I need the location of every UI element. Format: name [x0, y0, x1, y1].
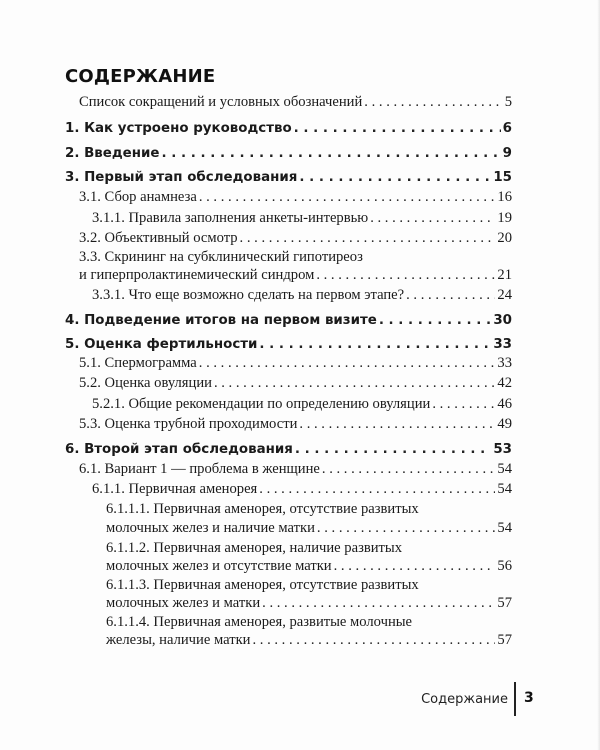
- toc-entry-page: 24: [497, 287, 512, 303]
- toc-entry-page: 49: [497, 416, 512, 432]
- dot-leader: [299, 168, 491, 187]
- dot-leader: [317, 519, 495, 538]
- toc-entry-page: 54: [497, 520, 512, 536]
- toc-entry-title: 5. Оценка фертильности: [65, 337, 258, 352]
- dot-leader: [370, 209, 495, 228]
- toc-entry[interactable]: [106, 631, 512, 650]
- toc-entry-title: 3. Первый этап обследования: [65, 170, 298, 185]
- toc-entry-title-line1: 3.3. Скрининг на субклинический гипотиреоз: [79, 249, 363, 265]
- toc-entry[interactable]: [106, 519, 512, 538]
- toc-entry[interactable]: [79, 460, 512, 479]
- dot-leader: [262, 594, 495, 613]
- toc-entry-page: 9: [502, 146, 512, 161]
- toc-entry[interactable]: [79, 415, 512, 434]
- page-number: 3: [524, 690, 534, 706]
- dot-leader: [294, 119, 501, 138]
- toc-entry[interactable]: [65, 119, 512, 138]
- dot-leader: [199, 354, 496, 373]
- toc-entry[interactable]: [92, 209, 512, 228]
- toc-entry[interactable]: [79, 354, 512, 373]
- toc-entry[interactable]: [92, 480, 512, 499]
- toc-entry[interactable]: [79, 266, 512, 285]
- toc-entry-title: 5.2.1. Общие рекомендации по определению овуляции: [92, 396, 431, 412]
- toc-entry[interactable]: [65, 440, 512, 459]
- toc-entry-page: 15: [493, 170, 512, 185]
- toc-entry-title: 1. Как устроено руководство: [65, 121, 292, 136]
- toc-entry-page: 53: [493, 442, 512, 457]
- toc-entry-page: 19: [497, 210, 512, 226]
- toc-entry-title: молочных желез и наличие матки: [106, 520, 315, 536]
- toc-entry-page: 56: [497, 558, 512, 574]
- toc-entry-title: 3.3.1. Что еще возможно сделать на первом этапе?: [92, 287, 405, 303]
- toc-entry-page: 5: [504, 94, 512, 110]
- toc-entry-page: 30: [493, 313, 512, 328]
- toc-entry[interactable]: [92, 395, 512, 414]
- toc-entry[interactable]: [79, 229, 512, 248]
- toc-entry-title-line1: 6.1.1.2. Первичная аменорея, наличие развитых: [106, 540, 403, 556]
- toc-entry-page: 33: [493, 337, 512, 352]
- toc-entry-title: молочных желез и отсутствие матки: [106, 558, 332, 574]
- dot-leader: [299, 415, 495, 434]
- toc-entry[interactable]: [65, 144, 512, 163]
- toc-entry[interactable]: [79, 93, 512, 112]
- toc-entry-page: 16: [497, 189, 512, 205]
- toc-entry-title: 2. Введение: [65, 146, 160, 161]
- toc-entry[interactable]: [106, 594, 512, 613]
- toc-entry-title-line1: 6.1.1.4. Первичная аменорея, развитые молочные: [106, 614, 413, 630]
- dot-leader: [379, 311, 492, 330]
- dot-leader: [406, 286, 495, 305]
- dot-leader: [364, 93, 502, 112]
- toc-entry[interactable]: [92, 286, 512, 305]
- dot-leader: [240, 229, 496, 248]
- dot-leader: [161, 144, 500, 163]
- toc-entry-title: молочных желез и матки: [106, 595, 261, 611]
- dot-leader: [322, 460, 496, 479]
- toc-entry[interactable]: [65, 168, 512, 187]
- toc-entry-title: 5.1. Спермограмма: [79, 355, 197, 371]
- dot-leader: [259, 335, 491, 354]
- toc-entry-page: 33: [497, 355, 512, 371]
- toc-entry-title: 6.1. Вариант 1 — проблема в женщине: [79, 461, 320, 477]
- toc-entry-page: 54: [497, 481, 512, 497]
- toc-entry-title: 3.2. Объективный осмотр: [79, 230, 238, 246]
- toc-entry-title: 6. Второй этап обследования: [65, 442, 293, 457]
- toc-entry-page: 54: [497, 461, 512, 477]
- toc-entry[interactable]: [65, 335, 512, 354]
- toc-entry-title: железы, наличие матки: [106, 632, 251, 648]
- toc-entry-page: 42: [497, 375, 512, 391]
- dot-leader: [334, 557, 496, 576]
- toc-entry-page: 6: [502, 121, 512, 136]
- toc-entry-title: 4. Подведение итогов на первом визите: [65, 313, 377, 328]
- running-footer-label: Содержание: [421, 692, 508, 707]
- dot-leader: [214, 374, 495, 393]
- toc-entry-title: 6.1.1. Первичная аменорея: [92, 481, 258, 497]
- toc-entry-title: и гиперпролактинемический синдром: [79, 267, 315, 283]
- dot-leader: [252, 631, 495, 650]
- toc-entry-title: 5.3. Оценка трубной проходимости: [79, 416, 298, 432]
- dot-leader: [259, 480, 495, 499]
- toc-entry-page: 21: [497, 267, 512, 283]
- toc-entry-title: 3.1.1. Правила заполнения анкеты-интервью: [92, 210, 369, 226]
- toc-entry-title-line1: 6.1.1.3. Первичная аменорея, отсутствие развитых: [106, 577, 419, 593]
- dot-leader: [199, 188, 496, 207]
- toc-entry[interactable]: [65, 311, 512, 330]
- dot-leader: [316, 266, 495, 285]
- footer-divider: [514, 682, 516, 716]
- toc-entry-page: 57: [497, 632, 512, 648]
- toc-entry[interactable]: [106, 557, 512, 576]
- toc-entry[interactable]: [79, 188, 512, 207]
- toc-entry-page: 46: [497, 396, 512, 412]
- toc-entry-page: 57: [497, 595, 512, 611]
- toc-entry-page: 20: [497, 230, 512, 246]
- dot-leader: [295, 440, 492, 459]
- toc-entry-title: 3.1. Сбор анамнеза: [79, 189, 197, 205]
- toc-entry-title-line1: 6.1.1.1. Первичная аменорея, отсутствие развитых: [106, 501, 419, 517]
- contents-heading: СОДЕРЖАНИЕ: [65, 66, 216, 87]
- toc-entry-title: 5.2. Оценка овуляции: [79, 375, 212, 391]
- dot-leader: [432, 395, 495, 414]
- toc-entry[interactable]: [79, 374, 512, 393]
- toc-entry-title: Список сокращений и условных обозначений: [79, 94, 363, 110]
